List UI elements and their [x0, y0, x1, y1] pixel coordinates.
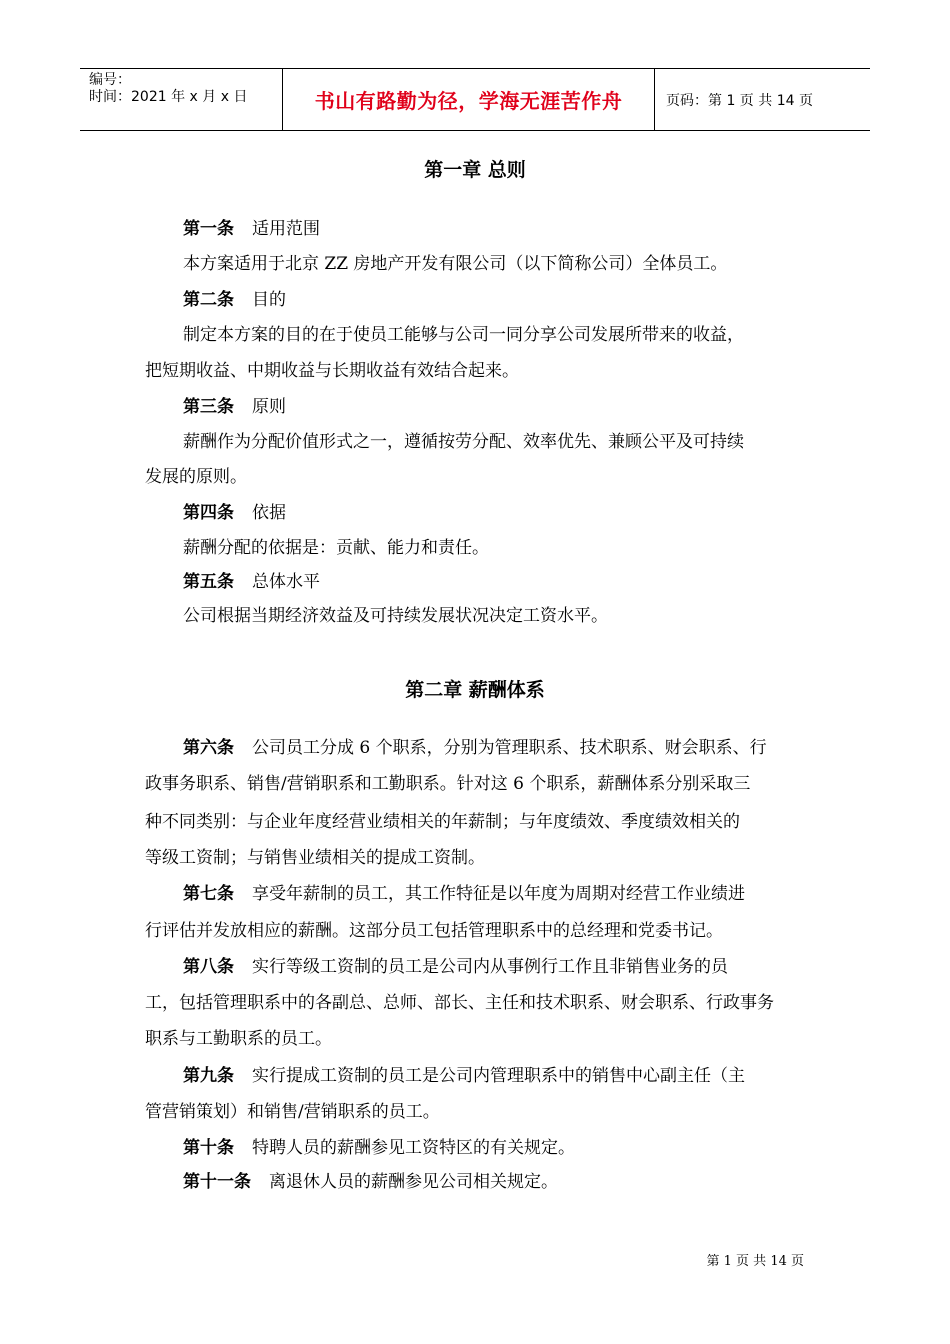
article-6-label: 第六条 [183, 738, 234, 758]
article-7-line-1 [183, 883, 745, 905]
article-8-text-line-3: 职系与工勤职系的员工。 [145, 1029, 332, 1049]
header-motto [282, 69, 655, 130]
article-2-title: 目的 [252, 290, 286, 310]
header-page-info [655, 69, 870, 130]
article-4-text: 薪酬分配的依据是：贡献、能力和责任。 [183, 538, 489, 558]
article-2-label: 第二条 [183, 290, 234, 310]
article-6-text-line-2: 政事务职系、销售/营销职系和工勤职系。针对这 6 个职系，薪酬体系分别采取三 [145, 774, 751, 794]
article-3-text-line-1: 薪酬作为分配价值形式之一，遵循按劳分配、效率优先、兼顾公平及可持续 [183, 432, 744, 452]
article-6-text-line-4: 等级工资制；与销售业绩相关的提成工资制。 [145, 848, 485, 868]
page-footer: 第 1 页 共 14 页 [706, 1254, 804, 1269]
article-1-text: 本方案适用于北京 ZZ 房地产开发有限公司（以下简称公司）全体员工。 [183, 254, 728, 274]
article-2-heading [183, 289, 286, 311]
article-6-text-line-3: 种不同类别：与企业年度经营业绩相关的年薪制；与年度绩效、季度绩效相关的 [145, 812, 740, 832]
article-5-heading [183, 571, 320, 593]
document-date: 时间：2021 年 x 月 x 日 [89, 89, 248, 105]
article-9-text-line-2: 管营销策划）和销售/营销职系的员工。 [145, 1102, 440, 1122]
article-4-heading [183, 502, 286, 524]
article-9-label: 第九条 [183, 1066, 234, 1086]
article-10-line [183, 1137, 575, 1159]
article-7-text-line-1: 享受年薪制的员工，其工作特征是以年度为周期对经营工作业绩进 [252, 884, 745, 904]
article-9-text-line-1: 实行提成工资制的员工是公司内管理职系中的销售中心副主任（主 [252, 1066, 745, 1086]
article-11-line [183, 1171, 558, 1193]
article-9-line-1 [183, 1065, 745, 1087]
header-meta [80, 69, 282, 130]
article-5-label: 第五条 [183, 572, 234, 592]
article-7-text-line-2: 行评估并发放相应的薪酬。这部分员工包括管理职系中的总经理和党委书记。 [145, 921, 723, 941]
article-3-heading [183, 396, 286, 418]
article-2-text-line-1: 制定本方案的目的在于使员工能够与公司一同分享公司发展所带来的收益， [183, 325, 744, 345]
article-8-label: 第八条 [183, 957, 234, 977]
document-number: 编号： [89, 72, 131, 88]
article-3-title: 原则 [252, 397, 286, 417]
article-8-line-1 [183, 956, 728, 978]
article-3-text-line-2: 发展的原则。 [145, 467, 247, 487]
article-8-text-line-2: 工，包括管理职系中的各副总、总师、部长、主任和技术职系、财会职系、行政事务 [145, 993, 774, 1013]
article-4-title: 依据 [252, 503, 286, 523]
article-6-text-line-1: 公司员工分成 6 个职系，分别为管理职系、技术职系、财会职系、行 [252, 738, 767, 758]
article-11-label: 第十一条 [183, 1172, 251, 1192]
article-5-text: 公司根据当期经济效益及可持续发展状况决定工资水平。 [183, 606, 608, 626]
article-7-label: 第七条 [183, 884, 234, 904]
article-5-title: 总体水平 [252, 572, 320, 592]
page-header [80, 68, 870, 131]
chapter-1-title: 第一章 总则 [424, 159, 526, 181]
article-1-title: 适用范围 [252, 219, 320, 239]
article-3-label: 第三条 [183, 397, 234, 417]
article-2-text-line-2: 把短期收益、中期收益与长期收益有效结合起来。 [145, 361, 519, 381]
article-8-text-line-1: 实行等级工资制的员工是公司内从事例行工作且非销售业务的员 [252, 957, 728, 977]
page-info-text: 页码：第 1 页 共 14 页 [666, 92, 813, 109]
article-10-text: 特聘人员的薪酬参见工资特区的有关规定。 [252, 1138, 575, 1158]
motto-text: 书山有路勤为径，学海无涯苦作舟 [314, 89, 623, 113]
article-1-heading [183, 218, 320, 240]
article-1-label: 第一条 [183, 219, 234, 239]
article-6-line-1 [183, 737, 767, 759]
article-10-label: 第十条 [183, 1138, 234, 1158]
article-11-text: 离退休人员的薪酬参见公司相关规定。 [269, 1172, 558, 1192]
article-4-label: 第四条 [183, 503, 234, 523]
chapter-2-title: 第二章 薪酬体系 [405, 679, 545, 701]
